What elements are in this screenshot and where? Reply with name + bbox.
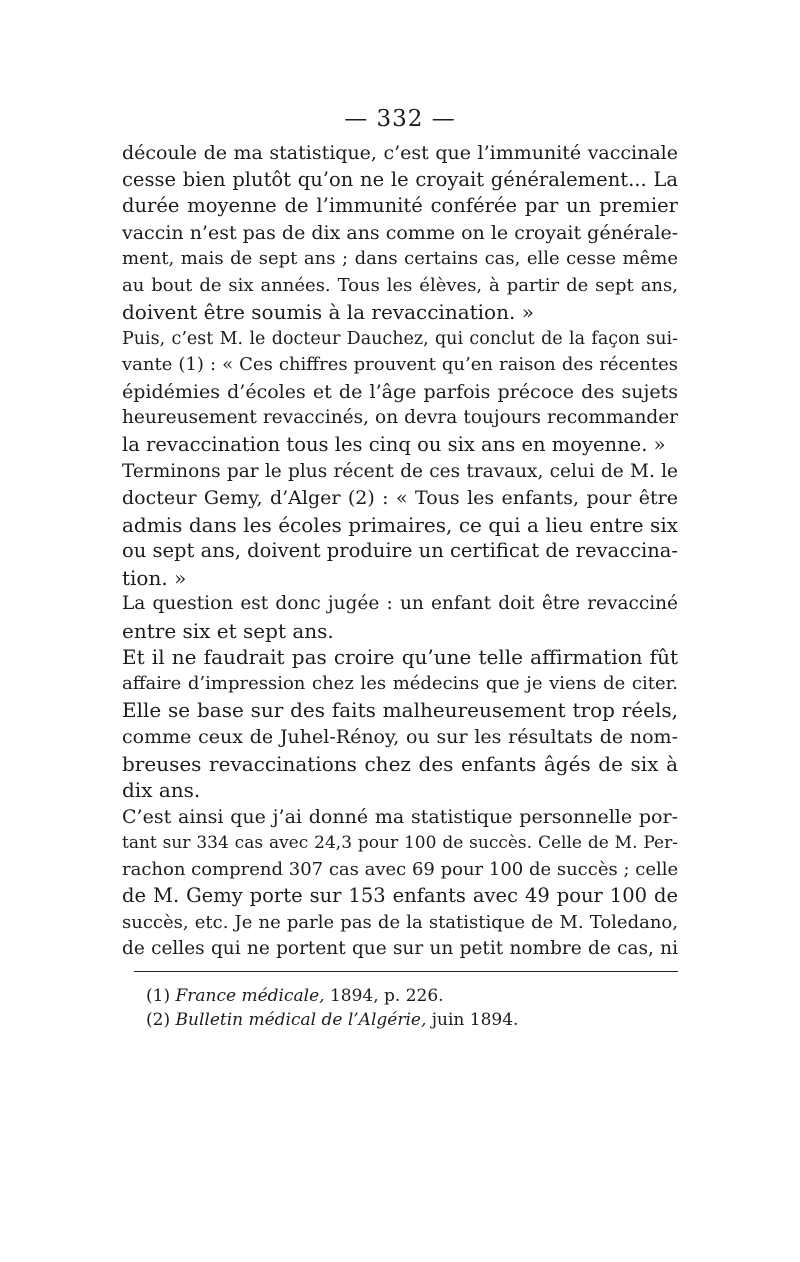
footnote-marker: (2): [146, 1010, 171, 1030]
footnote-details: 1894, p. 226.: [324, 986, 444, 1006]
text-line: Et il ne faudrait pas croire qu’une telle affirmation fût: [122, 645, 678, 670]
text-line: tion. »: [122, 565, 187, 590]
text-line: découle de ma statistique, c’est que l’immunité vaccinale: [122, 142, 678, 164]
text-line: vaccin n’est pas de dix ans comme on le croyait générale-: [122, 221, 679, 244]
text-line: La question est donc jugée : un enfant doit être revacciné: [122, 593, 678, 615]
text-line: épidémies d’écoles et de l’âge parfois précoce des sujets: [122, 380, 678, 403]
footnote-details: juin 1894.: [426, 1010, 519, 1030]
text-line: succès, etc. Je ne parle pas de la statistique de M. Toledano,: [122, 911, 678, 933]
text-line: la revaccination tous les cinq ou six ans en moyenne. »: [122, 433, 666, 457]
text-line: ou sept ans, doivent produire un certificat de revaccina-: [122, 539, 678, 563]
text-line: admis dans les écoles primaires, ce qui a lieu entre six: [122, 512, 678, 537]
footnote-marker: (1): [146, 986, 171, 1006]
text-line: tant sur 334 cas avec 24,3 pour 100 de succès. Celle de M. Per-: [122, 833, 678, 854]
text-line: docteur Gemy, d’Alger (2) : « Tous les enfants, pour être: [122, 487, 678, 510]
text-line: entre six et sept ans.: [122, 618, 334, 643]
text-line: doivent être soumis à la revaccination. »: [122, 300, 534, 325]
footnotes: [146, 984, 666, 1032]
footnote-source-title: France médicale,: [175, 986, 325, 1006]
text-line: cesse bien plutôt qu’on ne le croyait généralement... La: [122, 167, 678, 191]
text-line: de M. Gemy porte sur 153 enfants avec 49 pour 100 de: [122, 884, 678, 908]
text-line: comme ceux de Juhel-Rénoy, ou sur les résultats de nom-: [122, 726, 678, 749]
text-line: breuses revaccinations chez des enfants âgés de six à: [122, 751, 678, 776]
body-text: [122, 140, 678, 963]
text-line: rachon comprend 307 cas avec 69 pour 100 de succès ; celle: [122, 858, 679, 880]
text-line: C’est ainsi que j’ai donné ma statistique personnelle por-: [122, 805, 678, 828]
text-line: de celles qui ne portent que sur un petit nombre de cas, ni: [122, 938, 678, 960]
text-line: dix ans.: [122, 778, 201, 803]
text-line: heureusement revaccinés, on devra toujours recommander: [122, 407, 678, 429]
text-line: Puis, c’est M. le docteur Dauchez, qui conclut de la façon sui-: [122, 328, 678, 349]
footnote-2: [146, 1008, 666, 1032]
footnote-source-title: Bulletin médical de l’Algérie,: [175, 1010, 427, 1030]
page-number: — 332 —: [344, 106, 456, 132]
text-line: Elle se base sur des faits malheureusement trop réels,: [122, 698, 678, 723]
text-line: ment, mais de sept ans ; dans certains cas, elle cesse même: [122, 248, 678, 270]
text-line: durée moyenne de l’immunité conférée par un premier: [122, 194, 678, 218]
text-line: affaire d’impression chez les médecins que je viens de citer.: [122, 672, 678, 694]
text-line: Terminons par le plus récent de ces travaux, celui de M. le: [122, 460, 678, 482]
footnote-1: [146, 984, 666, 1008]
text-line: au bout de six années. Tous les élèves, à partir de sept ans,: [122, 274, 678, 296]
text-line: vante (1) : « Ces chiffres prouvent qu’en raison des récentes: [122, 354, 678, 376]
footnote-divider: [134, 971, 678, 972]
